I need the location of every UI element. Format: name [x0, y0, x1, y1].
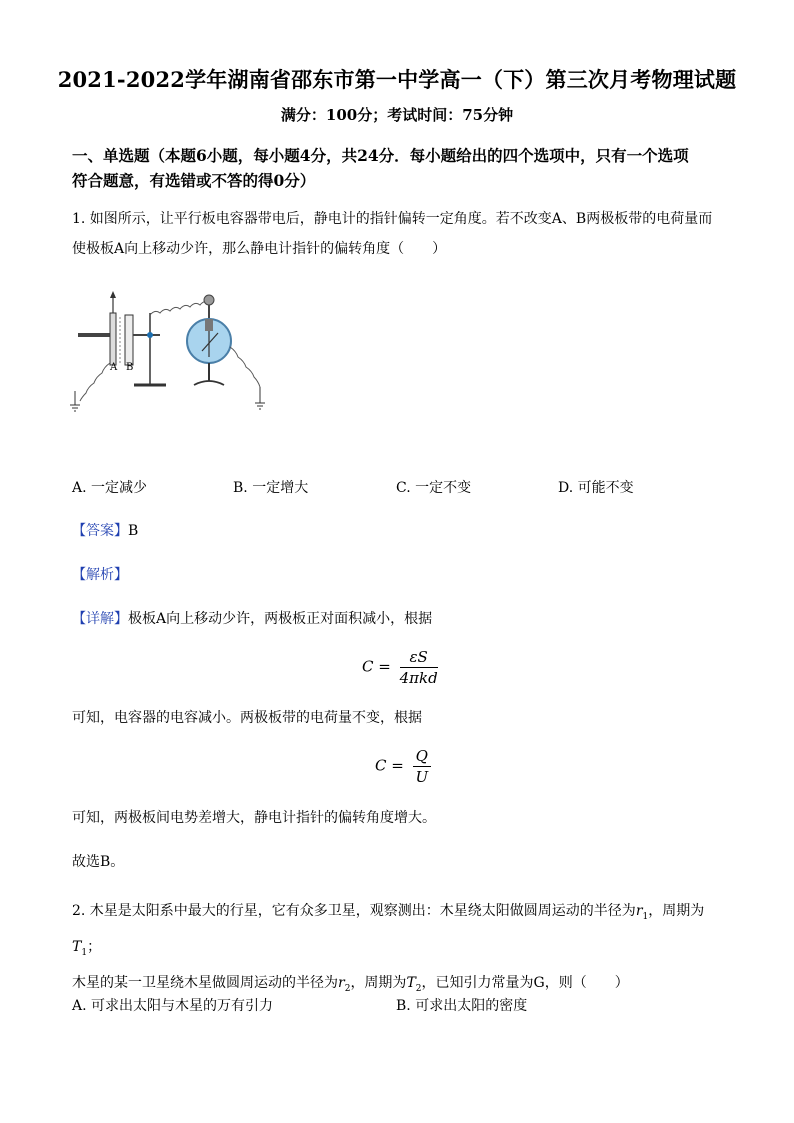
- answer-value: B: [128, 523, 139, 539]
- section-heading-line-2: 符合题意，有选错或不答的得0分）: [72, 171, 316, 190]
- question-2-text-1c: ；: [87, 938, 102, 955]
- question-2-text-1b: ，周期为: [648, 903, 705, 919]
- question-1-line-1: 1. 如图所示，让平行板电容器带电后，静电计的指针偏转一定角度。若不改变A、B两极板带的电荷量而: [72, 211, 713, 227]
- question-2-option-b[interactable]: B. 可求出太阳的密度: [396, 998, 528, 1014]
- formula-1-numerator: εS: [400, 648, 438, 668]
- analysis-tag: 【解析】: [72, 567, 128, 583]
- capacitor-electrometer-figure: [70, 285, 280, 420]
- radius-r2: r: [338, 974, 345, 991]
- question-2-option-a[interactable]: A. 可求出太阳与木星的万有引力: [72, 998, 274, 1014]
- formula-2-lhs: C =: [375, 756, 404, 775]
- plate-a-label: A: [110, 362, 118, 373]
- answer-line: [72, 516, 732, 546]
- formula-capacitance: [362, 648, 438, 687]
- plate-b-label: B: [126, 362, 134, 373]
- question-1-option-b[interactable]: B. 一定增大: [233, 480, 309, 496]
- section-heading: [72, 143, 732, 193]
- analysis-line: [72, 560, 732, 590]
- analysis-text-3: 可知，两极板间电势差增大，静电计指针的偏转角度增大。: [72, 810, 436, 826]
- formula-1-denominator: 4πkd: [399, 669, 438, 687]
- section-heading-line-1: 一、单选题（本题6小题，每小题4分，共24分．每小题给出的四个选项中，只有一个选项: [72, 146, 689, 165]
- period-t2-subscript: 2: [415, 983, 422, 994]
- question-1-option-a[interactable]: A. 一定减少: [72, 480, 148, 496]
- question-2-line-1: [72, 896, 732, 968]
- analysis-conclusion: 故选B。: [72, 854, 125, 870]
- radius-r1-subscript: 1: [642, 911, 649, 922]
- detail-line: [72, 604, 732, 634]
- question-1-stem: [72, 204, 732, 264]
- formula-1-lhs: C =: [362, 657, 391, 676]
- question-2-text-2a: 木星的某一卫星绕木星做圆周运动的半径为: [72, 974, 338, 991]
- question-2-stem: [72, 896, 732, 1003]
- answer-tag: 【答案】: [72, 523, 128, 539]
- question-1-option-c[interactable]: C. 一定不变: [396, 480, 472, 496]
- detail-text: 极板A向上移动少许，两极板正对面积减小，根据: [128, 611, 433, 627]
- period-t1-subscript: 1: [81, 947, 88, 958]
- detail-tag: 【详解】: [72, 611, 128, 627]
- radius-r1: r: [635, 903, 643, 919]
- analysis-text-2: 可知，电容器的电容减小。两极板带的电荷量不变，根据: [72, 710, 422, 726]
- question-2-text-2c: ，已知引力常量为G，则（ ）: [421, 974, 629, 991]
- radius-r2-subscript: 2: [344, 983, 351, 994]
- question-1-option-d[interactable]: D. 可能不变: [558, 480, 634, 496]
- period-t2: T: [406, 974, 416, 991]
- period-t1: T: [72, 938, 82, 955]
- page-title: 2021-2022学年湖南省邵东市第一中学高一（下）第三次月考物理试题: [57, 67, 737, 92]
- formula-2-numerator: Q: [413, 747, 431, 767]
- question-2-text-1a: 2. 木星是太阳系中最大的行星，它有众多卫星，观察测出：木星绕太阳做圆周运动的半径为: [72, 903, 636, 919]
- question-2-text-2b: ，周期为: [350, 974, 407, 991]
- formula-capacitance-charge: [375, 747, 431, 786]
- exam-info: 满分：100分；考试时间：75分钟: [280, 106, 514, 124]
- formula-2-denominator: U: [415, 768, 429, 786]
- question-1-line-2: 使极板A向上移动少许，那么静电计指针的偏转角度（ ）: [72, 241, 447, 257]
